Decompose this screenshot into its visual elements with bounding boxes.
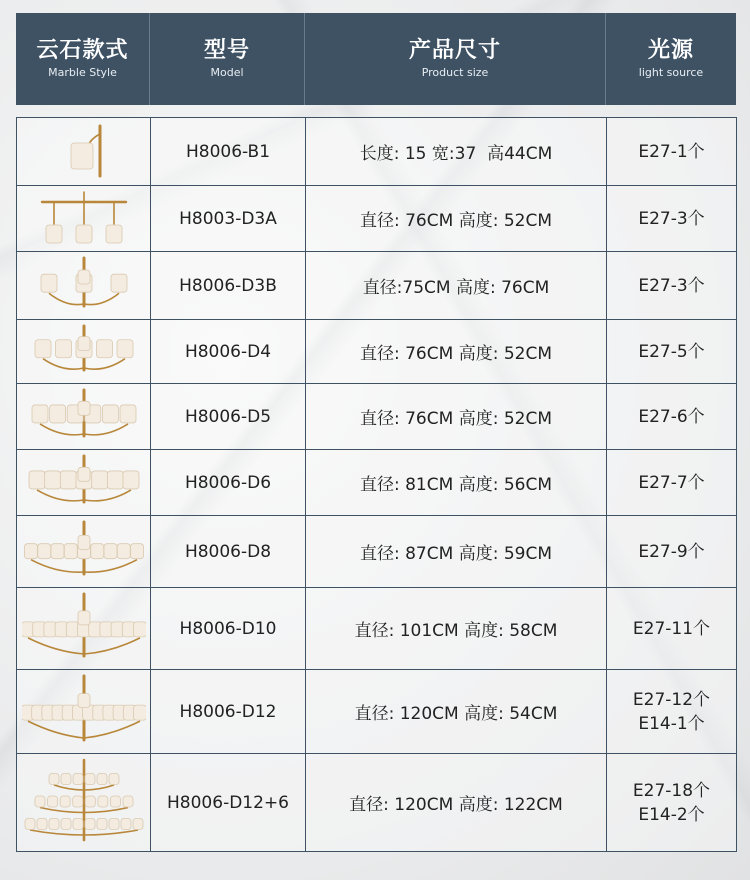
table-row: [17, 450, 737, 516]
model-cell: H8006-D8: [151, 516, 306, 588]
style-cell: [17, 516, 151, 588]
style-cell: [17, 754, 151, 852]
model-cell: H8006-D12+6: [151, 754, 306, 852]
size-cell: 直径: 81CM 高度: 56CM: [306, 450, 607, 516]
lamp-image: [22, 454, 146, 512]
light-cell: [607, 252, 737, 320]
size-cell: 直径: 87CM 高度: 59CM: [306, 516, 607, 588]
light-cell: [607, 384, 737, 450]
size-cell: 直径: 120CM 高度: 122CM: [306, 754, 607, 852]
table-row: [17, 516, 737, 588]
light-source: E27-7个: [638, 472, 705, 493]
table-row: [17, 588, 737, 670]
light-source: E27-3个: [638, 208, 705, 229]
size-cell: 直径: 76CM 高度: 52CM: [306, 320, 607, 384]
header-model: [150, 13, 305, 105]
lamp-image: [22, 324, 146, 380]
header-style-zh: 云石款式: [36, 38, 129, 63]
lamp-image: [22, 388, 146, 446]
table-row: [17, 754, 737, 852]
light-cell: [607, 186, 737, 252]
size-cell: 直径:75CM 高度: 76CM: [306, 252, 607, 320]
lamp-image: [22, 520, 146, 584]
light-source: E27-6个: [638, 406, 705, 427]
size-cell: 长度: 15 宽:37 高44CM: [306, 118, 607, 186]
table-row: [17, 384, 737, 450]
model-cell: H8006-D10: [151, 588, 306, 670]
header-model-zh: 型号: [203, 38, 250, 63]
size-cell: 直径: 76CM 高度: 52CM: [306, 384, 607, 450]
style-cell: [17, 186, 151, 252]
light-cell: [607, 754, 737, 852]
header-light-zh: 光源: [647, 38, 694, 63]
style-cell: [17, 384, 151, 450]
light-cell: [607, 588, 737, 670]
header-size-en: Product size: [421, 66, 489, 79]
table-row: [17, 252, 737, 320]
header-style: [16, 13, 150, 105]
light-source: E27-3个: [638, 275, 705, 296]
model-cell: H8006-D12: [151, 670, 306, 754]
lamp-image: [22, 122, 146, 182]
light-source: E27-12个: [632, 689, 711, 710]
light-cell: [607, 320, 737, 384]
lamp-image: [22, 592, 146, 666]
style-cell: [17, 320, 151, 384]
style-cell: [17, 252, 151, 320]
lamp-image: [22, 674, 146, 750]
size-cell: 直径: 76CM 高度: 52CM: [306, 186, 607, 252]
light-source: E14-1个: [638, 713, 705, 734]
header-model-en: Model: [210, 66, 244, 79]
style-cell: [17, 670, 151, 754]
light-source: E27-1个: [638, 141, 705, 162]
light-cell: [607, 670, 737, 754]
light-source: E27-11个: [632, 618, 711, 639]
lamp-image: [22, 190, 146, 248]
model-cell: H8003-D3A: [151, 186, 306, 252]
table-row: [17, 186, 737, 252]
size-cell: 直径: 120CM 高度: 54CM: [306, 670, 607, 754]
header-light: [606, 13, 736, 105]
light-source: E14-2个: [638, 804, 705, 825]
model-cell: H8006-B1: [151, 118, 306, 186]
header-light-en: light source: [638, 66, 704, 79]
style-cell: [17, 118, 151, 186]
light-cell: [607, 516, 737, 588]
light-source: E27-9个: [638, 541, 705, 562]
table-row: [17, 118, 737, 186]
light-cell: [607, 118, 737, 186]
header-size-zh: 产品尺寸: [408, 38, 501, 63]
light-cell: [607, 450, 737, 516]
size-cell: 直径: 101CM 高度: 58CM: [306, 588, 607, 670]
lamp-image: [22, 758, 146, 848]
lamp-image: [22, 256, 146, 316]
model-cell: H8006-D4: [151, 320, 306, 384]
header-size: [305, 13, 606, 105]
style-cell: [17, 450, 151, 516]
table-header: [16, 13, 736, 105]
spec-table: [16, 117, 737, 852]
model-cell: H8006-D3B: [151, 252, 306, 320]
model-cell: H8006-D5: [151, 384, 306, 450]
table-row: [17, 670, 737, 754]
table-row: [17, 320, 737, 384]
model-cell: H8006-D6: [151, 450, 306, 516]
header-style-en: Marble Style: [48, 66, 117, 79]
style-cell: [17, 588, 151, 670]
light-source: E27-5个: [638, 341, 705, 362]
light-source: E27-18个: [632, 780, 711, 801]
